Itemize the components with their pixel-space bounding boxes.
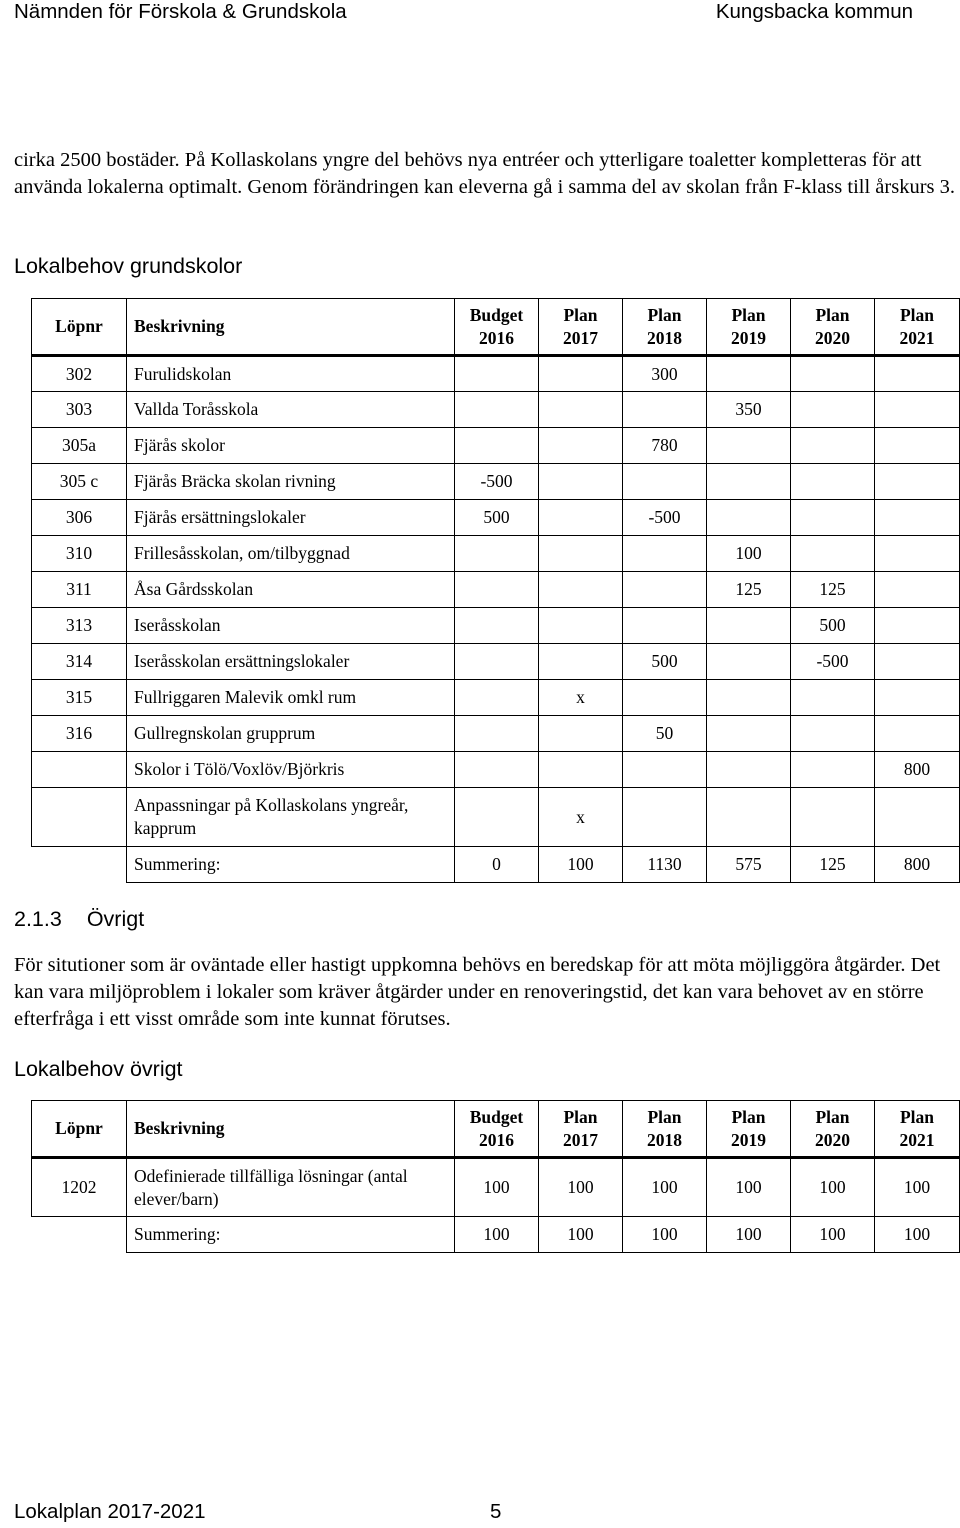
cell-value: 100 — [791, 1158, 875, 1217]
cell-value: x — [539, 788, 623, 847]
col-lopnr: Löpnr — [32, 299, 127, 356]
cell-value — [875, 392, 960, 428]
summary-value: 100 — [539, 1217, 623, 1253]
cell-lopnr: 310 — [32, 536, 127, 572]
cell-value — [455, 428, 539, 464]
cell-beskrivning: Fjärås skolor — [127, 428, 455, 464]
cell-beskrivning: Fullriggaren Malevik omkl rum — [127, 680, 455, 716]
cell-lopnr: 314 — [32, 644, 127, 680]
cell-beskrivning: Odefinierade tillfälliga lösningar (antal elever/barn) — [127, 1158, 455, 1217]
table-row — [32, 680, 960, 716]
table2-header-row — [32, 1101, 960, 1158]
summary-label: Summering: — [127, 847, 455, 883]
cell-value — [707, 680, 791, 716]
summary-row — [32, 847, 960, 883]
cell-value — [539, 500, 623, 536]
cell-value — [455, 392, 539, 428]
summary-value: 100 — [539, 847, 623, 883]
summary-value: 575 — [707, 847, 791, 883]
cell-value — [791, 536, 875, 572]
cell-value — [875, 464, 960, 500]
cell-value: 50 — [623, 716, 707, 752]
cell-value — [875, 608, 960, 644]
summary-value: 0 — [455, 847, 539, 883]
section-heading — [14, 907, 144, 932]
cell-value: -500 — [623, 500, 707, 536]
cell-value — [875, 644, 960, 680]
summary-label: Summering: — [127, 1217, 455, 1253]
cell-value — [707, 428, 791, 464]
cell-value — [455, 536, 539, 572]
cell-lopnr — [32, 752, 127, 788]
cell-value — [455, 752, 539, 788]
cell-lopnr: 303 — [32, 392, 127, 428]
cell-value — [455, 680, 539, 716]
col-beskrivning: Beskrivning — [127, 299, 455, 356]
cell-beskrivning: Åsa Gårdsskolan — [127, 572, 455, 608]
col-2020: Plan 2020 — [791, 1101, 875, 1158]
col-2016: Budget 2016 — [455, 1101, 539, 1158]
intro-paragraph: cirka 2500 bostäder. På Kollaskolans yngre del behövs nya entréer och ytterligare toaletter kompletteras för att använda lokalerna optimalt. Genom förändringen kan eleverna gå i samma del av skolan från F-klass till årskurs 3. — [14, 149, 955, 198]
cell-value — [539, 536, 623, 572]
cell-value — [875, 356, 960, 392]
col-2017: Plan 2017 — [539, 1101, 623, 1158]
cell-value — [623, 392, 707, 428]
section-paragraph: För situtioner som är oväntade eller hastigt uppkomna behövs en beredskap för att möta möjliggöra åtgärder. Det kan vara miljöproblem i lokaler som kräver åtgärder under en renoveringstid, det kan vara behovet av en större efterfråga i ett visst område som inte kunnat förutses. — [14, 954, 941, 1030]
cell-value — [875, 716, 960, 752]
cell-value: 100 — [875, 1158, 960, 1217]
section-number: 2.1.3 — [14, 907, 62, 931]
summary-empty-cell — [32, 847, 127, 883]
cell-value — [455, 356, 539, 392]
cell-value — [791, 464, 875, 500]
col-2018: Plan 2018 — [623, 299, 707, 356]
cell-beskrivning: Furulidskolan — [127, 356, 455, 392]
summary-value: 1130 — [623, 847, 707, 883]
header-left: Nämnden för Förskola & Grundskola — [14, 0, 347, 23]
cell-lopnr: 305 c — [32, 464, 127, 500]
cell-value: 350 — [707, 392, 791, 428]
table-row — [32, 356, 960, 392]
cell-value — [791, 356, 875, 392]
cell-value — [791, 752, 875, 788]
cell-value — [623, 608, 707, 644]
cell-value: 100 — [707, 1158, 791, 1217]
cell-value — [875, 500, 960, 536]
cell-value — [707, 788, 791, 847]
table-row — [32, 788, 960, 847]
cell-value — [623, 572, 707, 608]
cell-value — [875, 572, 960, 608]
table-row — [32, 752, 960, 788]
col-2019: Plan 2019 — [707, 1101, 791, 1158]
table-row — [32, 572, 960, 608]
cell-value — [707, 644, 791, 680]
cell-beskrivning: Iseråsskolan ersättningslokaler — [127, 644, 455, 680]
cell-value: x — [539, 680, 623, 716]
cell-value — [623, 536, 707, 572]
table-row — [32, 428, 960, 464]
cell-lopnr: 1202 — [32, 1158, 127, 1217]
cell-value — [539, 572, 623, 608]
cell-value: -500 — [455, 464, 539, 500]
table-row — [32, 1158, 960, 1217]
summary-value: 100 — [791, 1217, 875, 1253]
table-lokalbehov-grundskolor — [31, 298, 960, 883]
summary-value: 100 — [875, 1217, 960, 1253]
table-row — [32, 716, 960, 752]
summary-row — [32, 1217, 960, 1253]
cell-value — [707, 608, 791, 644]
col-2021: Plan 2021 — [875, 1101, 960, 1158]
table-row — [32, 392, 960, 428]
cell-value — [455, 572, 539, 608]
col-2018: Plan 2018 — [623, 1101, 707, 1158]
cell-lopnr: 311 — [32, 572, 127, 608]
header-right: Kungsbacka kommun — [715, 0, 913, 23]
table-row — [32, 500, 960, 536]
cell-value: 100 — [707, 536, 791, 572]
cell-value — [707, 464, 791, 500]
cell-value: 500 — [791, 608, 875, 644]
cell-value — [875, 428, 960, 464]
cell-beskrivning: Fjärås Bräcka skolan rivning — [127, 464, 455, 500]
cell-beskrivning: Anpassningar på Kollaskolans yngreår, kapprum — [127, 788, 455, 847]
cell-value — [623, 752, 707, 788]
cell-value — [791, 428, 875, 464]
col-2020: Plan 2020 — [791, 299, 875, 356]
col-lopnr: Löpnr — [32, 1101, 127, 1158]
cell-value — [455, 788, 539, 847]
footer-title: Lokalplan 2017-2021 — [14, 1500, 206, 1523]
summary-value: 100 — [707, 1217, 791, 1253]
cell-value — [791, 716, 875, 752]
cell-value — [623, 788, 707, 847]
cell-value — [539, 752, 623, 788]
cell-value — [539, 464, 623, 500]
cell-value — [791, 500, 875, 536]
cell-lopnr: 305a — [32, 428, 127, 464]
summary-empty-cell — [32, 1217, 127, 1253]
cell-value — [707, 500, 791, 536]
cell-value: 780 — [623, 428, 707, 464]
cell-value — [455, 716, 539, 752]
col-2019: Plan 2019 — [707, 299, 791, 356]
cell-value: -500 — [791, 644, 875, 680]
cell-value: 800 — [875, 752, 960, 788]
cell-value — [791, 392, 875, 428]
cell-lopnr: 313 — [32, 608, 127, 644]
cell-beskrivning: Gullregnskolan grupprum — [127, 716, 455, 752]
cell-lopnr: 306 — [32, 500, 127, 536]
cell-lopnr: 315 — [32, 680, 127, 716]
cell-value — [707, 356, 791, 392]
summary-value: 100 — [455, 1217, 539, 1253]
table2-title: Lokalbehov övrigt — [14, 1057, 183, 1081]
cell-value: 500 — [455, 500, 539, 536]
table1-title: Lokalbehov grundskolor — [14, 254, 243, 278]
table-row — [32, 608, 960, 644]
cell-beskrivning: Fjärås ersättningslokaler — [127, 500, 455, 536]
table-row — [32, 464, 960, 500]
col-2017: Plan 2017 — [539, 299, 623, 356]
cell-value — [539, 356, 623, 392]
cell-beskrivning: Vallda Toråsskola — [127, 392, 455, 428]
col-2016: Budget 2016 — [455, 299, 539, 356]
cell-value: 100 — [539, 1158, 623, 1217]
cell-value — [539, 716, 623, 752]
cell-value: 125 — [707, 572, 791, 608]
cell-value — [875, 536, 960, 572]
page-number: 5 — [490, 1500, 502, 1523]
cell-value — [455, 608, 539, 644]
cell-value — [539, 644, 623, 680]
cell-value — [539, 392, 623, 428]
cell-value: 300 — [623, 356, 707, 392]
cell-lopnr: 316 — [32, 716, 127, 752]
table1-header-row — [32, 299, 960, 356]
cell-value — [707, 752, 791, 788]
cell-value: 500 — [623, 644, 707, 680]
summary-value: 100 — [623, 1217, 707, 1253]
cell-value: 100 — [623, 1158, 707, 1217]
cell-value: 125 — [791, 572, 875, 608]
col-2021: Plan 2021 — [875, 299, 960, 356]
cell-lopnr — [32, 788, 127, 847]
cell-value — [875, 680, 960, 716]
cell-value — [875, 788, 960, 847]
cell-value — [707, 716, 791, 752]
cell-value — [539, 608, 623, 644]
summary-value: 125 — [791, 847, 875, 883]
cell-lopnr: 302 — [32, 356, 127, 392]
cell-value — [623, 464, 707, 500]
cell-value — [791, 680, 875, 716]
cell-value — [539, 428, 623, 464]
cell-value — [455, 644, 539, 680]
cell-beskrivning: Skolor i Tölö/Voxlöv/Björkris — [127, 752, 455, 788]
section-title: Övrigt — [86, 907, 145, 931]
table-lokalbehov-ovrigt — [31, 1100, 960, 1253]
cell-value: 100 — [455, 1158, 539, 1217]
cell-beskrivning: Frillesåsskolan, om/tilbyggnad — [127, 536, 455, 572]
col-beskrivning: Beskrivning — [127, 1101, 455, 1158]
cell-beskrivning: Iseråsskolan — [127, 608, 455, 644]
table-row — [32, 536, 960, 572]
cell-value — [623, 680, 707, 716]
cell-value — [791, 788, 875, 847]
summary-value: 800 — [875, 847, 960, 883]
table-row — [32, 644, 960, 680]
